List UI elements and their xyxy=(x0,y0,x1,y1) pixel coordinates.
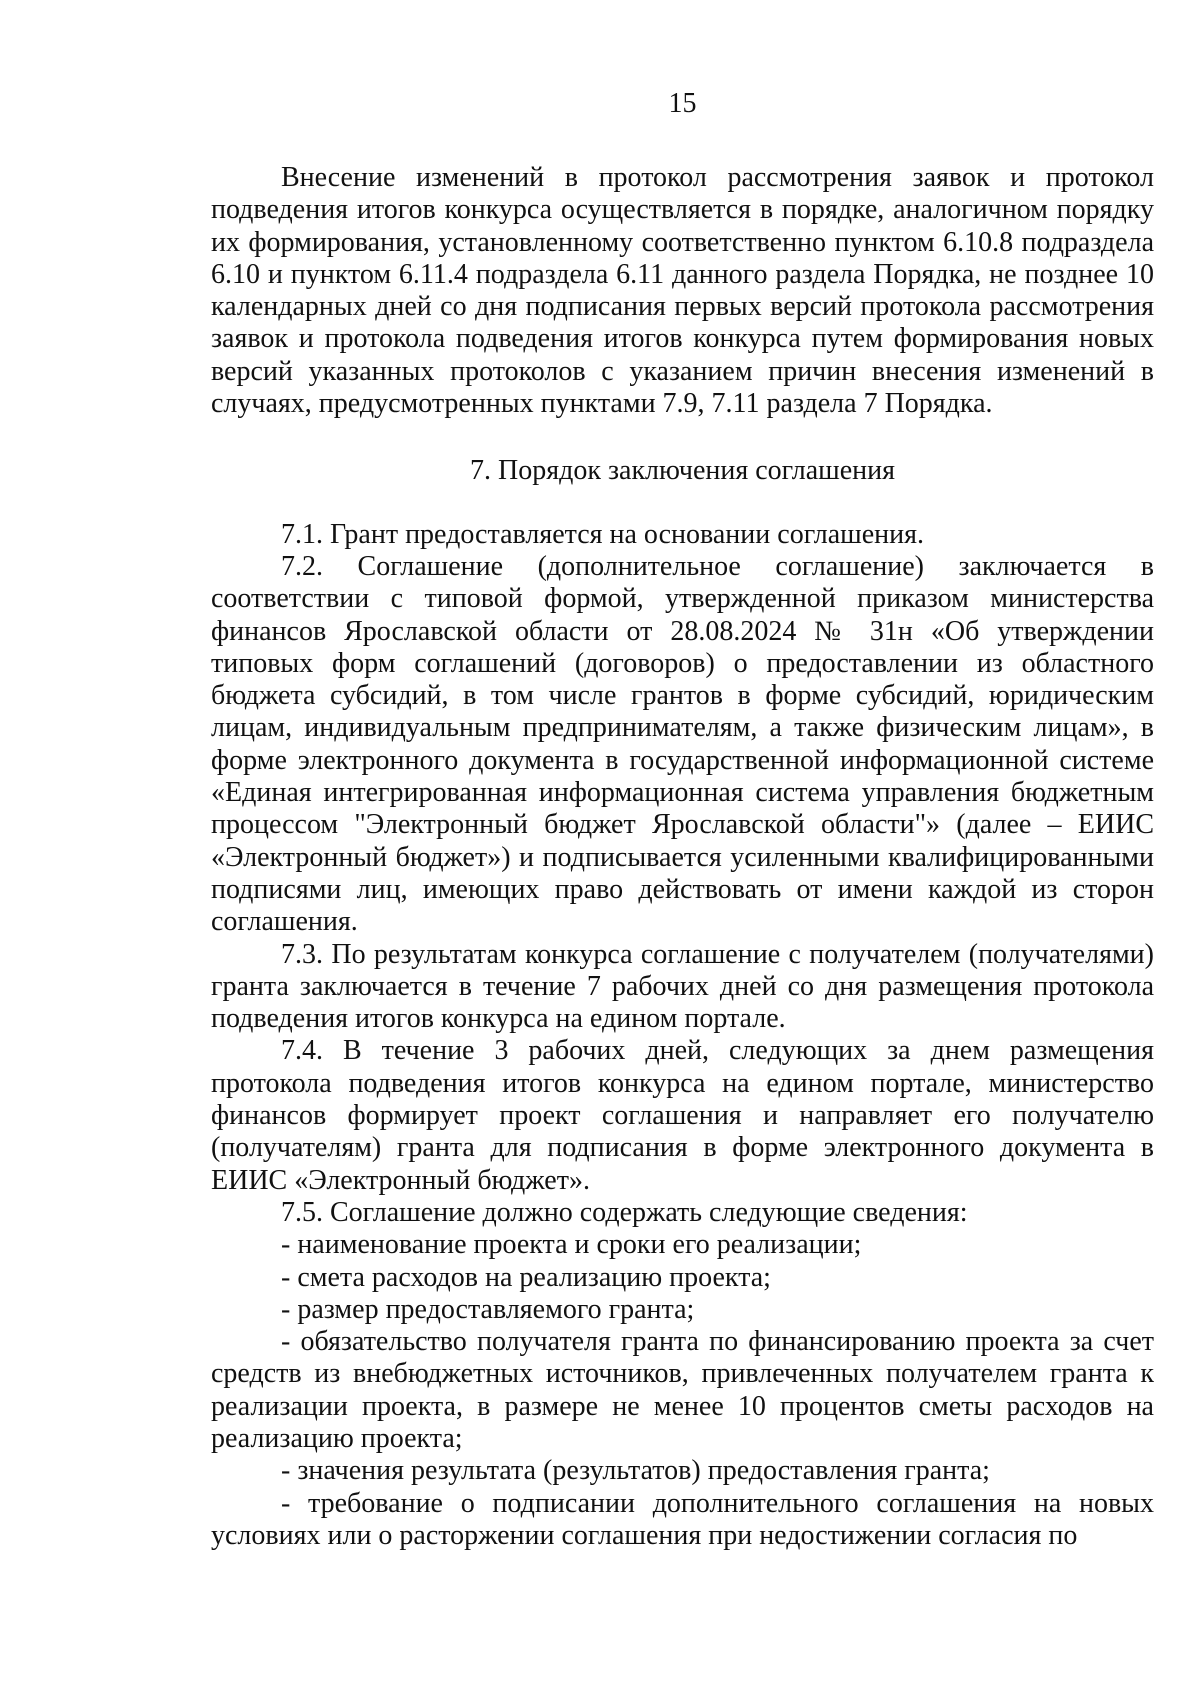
list-item: - значения результата (результатов) предоставления гранта; xyxy=(281,1455,990,1487)
list-item: - обязательство получателя гранта по финансированию проекта за счет средств из внебюджетных источников, привлеченных получателем гранта к реализации проекта, в размере не менее 10 процентов сметы расходов на реализацию проекта; xyxy=(211,1326,1154,1454)
document-page xyxy=(211,0,1154,1697)
intro-paragraph: Внесение изменений в протокол рассмотрения заявок и протокол подведения итогов конкурса осуществляется в порядке, аналогичном порядку их формирования, установленному соответственно пунктом 6.10.8 подраздела 6.10 и пунктом 6.11.4 подраздела 6.11 данного раздела Порядка, не позднее 10 календарных дней со дня подписания первых версий протокола рассмотрения заявок и протокола подведения итогов конкурса путем формирования новых версий указанных протоколов с указанием причин внесения изменений в случаях, предусмотренных пунктами 7.9, 7.11 раздела 7 Порядка. xyxy=(211,162,1154,420)
list-item: - смета расходов на реализацию проекта; xyxy=(281,1261,771,1293)
paragraph-7-4: 7.4. В течение 3 рабочих дней, следующих за днем размещения протокола подведения итогов конкурса на едином портале, министерство финансов формирует проект соглашения и направляет его получателю (получателям) гранта для подписания в форме электронного документа в ЕИИС «Электронный бюджет». xyxy=(211,1035,1154,1196)
list-item: - требование о подписании дополнительного соглашения на новых условиях или о расторжении соглашения при недостижении согласия по xyxy=(211,1487,1154,1551)
page-number: 15 xyxy=(668,88,697,119)
paragraph-7-1: 7.1. Грант предоставляется на основании соглашения. xyxy=(281,518,924,550)
document-body xyxy=(211,162,1154,1552)
paragraph-7-3: 7.3. По результатам конкурса соглашение с получателем (получателями) гранта заключается в течение 7 рабочих дней со дня размещения протокола подведения итогов конкурса на едином портале. xyxy=(211,938,1154,1035)
paragraph-7-5: 7.5. Соглашение должно содержать следующие сведения: xyxy=(281,1196,968,1228)
list-item: - размер предоставляемого гранта; xyxy=(281,1293,695,1325)
list-item: - наименование проекта и сроки его реализации; xyxy=(281,1229,862,1261)
paragraph-7-2: 7.2. Соглашение (дополнительное соглашение) заключается в соответствии с типовой формой, утвержденной приказом министерства финансов Ярославской области от 28.08.2024 № 31н «Об утверждении типовых форм соглашений (договоров) о предоставлении из областного бюджета субсидий, в том числе грантов в форме субсидий, юридическим лицам, индивидуальным предпринимателям, а также физическим лицам», в форме электронного документа в государственной информационной системе «Единая интегрированная информационная система управления бюджетным процессом "Электронный бюджет Ярославской области"» (далее – ЕИИС «Электронный бюджет») и подписывается усиленными квалифицированными подписями лиц, имеющих право действовать от имени каждой из сторон соглашения. xyxy=(211,550,1154,938)
section-heading: 7. Порядок заключения соглашения xyxy=(470,455,895,487)
